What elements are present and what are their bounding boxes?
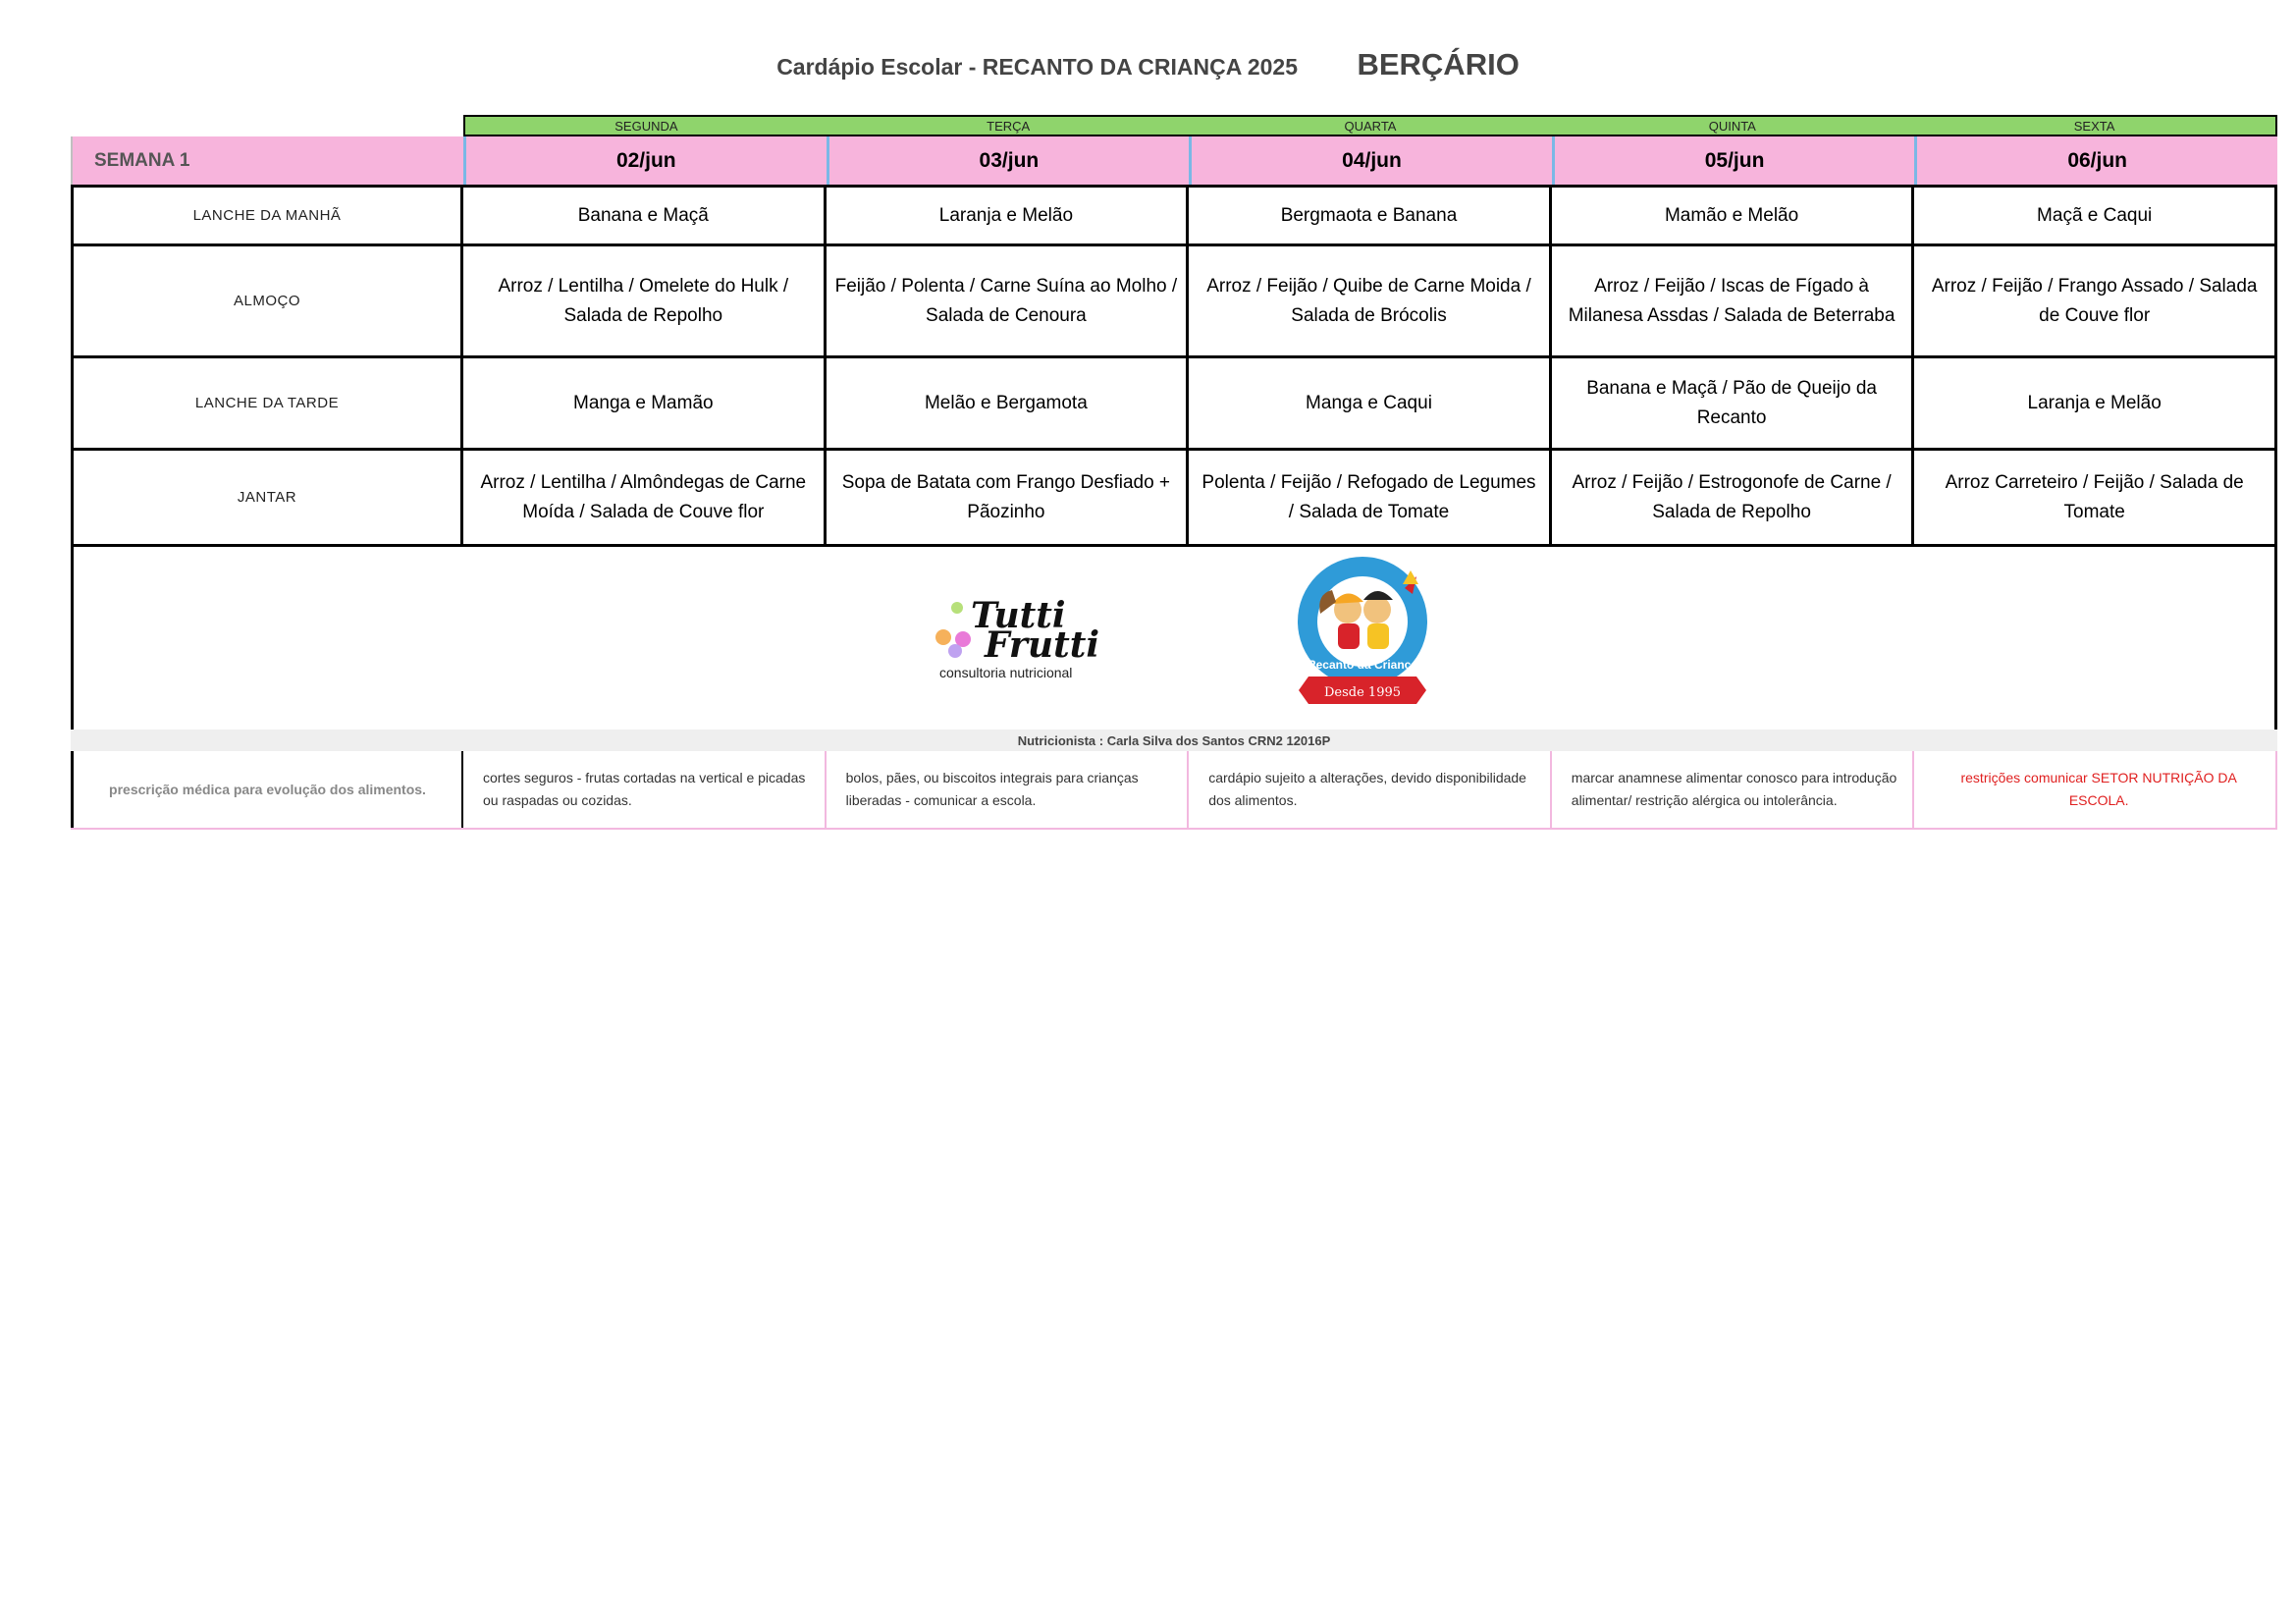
date-cell: 03/jun	[827, 136, 1190, 185]
date-cell: 04/jun	[1189, 136, 1552, 185]
note-item-restrictions	[1914, 751, 2277, 828]
weekday-label: SEXTA	[2073, 118, 2115, 134]
meal-item: Sopa de Batata com Frango Desfiado + Pãozinho	[827, 451, 1190, 544]
meal-row-almoco	[71, 246, 2277, 358]
note-item: marcar anamnese alimentar conosco para introdução alimentar/ restrição alérgica ou intolerância.	[1552, 751, 1915, 828]
meal-item: Manga e Mamão	[463, 358, 827, 448]
page-title: Cardápio Escolar - RECANTO DA CRIANÇA 2025	[776, 54, 1299, 80]
meal-item: Laranja e Melão	[827, 188, 1190, 244]
logos-area	[71, 547, 2277, 730]
meal-row-lanche-tarde	[71, 358, 2277, 451]
frutti-text: Frutti	[985, 624, 1099, 666]
meal-item: Laranja e Melão	[1914, 358, 2277, 448]
meal-name: LANCHE DA MANHÃ	[71, 188, 463, 244]
weekday-label: SEGUNDA	[614, 118, 678, 134]
week-label: SEMANA 1	[71, 136, 463, 185]
page-title-block	[0, 47, 2296, 82]
tutti-text: Tutti	[971, 595, 1066, 636]
menu-table	[71, 115, 2277, 830]
meal-row-lanche-manha	[71, 185, 2277, 246]
meal-item: Arroz Carreteiro / Feijão / Salada de Tomate	[1914, 451, 2277, 544]
weekday-header-row	[71, 115, 2277, 136]
note-item: bolos, pães, ou biscoitos integrais para crianças liberadas - comunicar a escola.	[827, 751, 1190, 828]
recanto-name: Recanto da Criança	[1307, 658, 1418, 672]
note-item: cardápio sujeito a alterações, devido disponibilidade dos alimentos.	[1189, 751, 1552, 828]
meal-item: Arroz / Feijão / Estrogonofe de Carne / Salada de Repolho	[1552, 451, 1915, 544]
meal-name: ALMOÇO	[71, 246, 463, 355]
meal-item: Arroz / Feijão / Iscas de Fígado à Milanesa Assdas / Salada de Beterraba	[1552, 246, 1915, 355]
tutti-frutti-logo	[930, 584, 1116, 682]
weekday-label: TERÇA	[987, 118, 1031, 134]
recanto-since: Desde 1995	[1323, 685, 1402, 700]
weekday-label: QUINTA	[1708, 118, 1756, 134]
meal-item: Arroz / Lentilha / Omelete do Hulk / Salada de Repolho	[463, 246, 827, 355]
meal-item: Banana e Maçã	[463, 188, 827, 244]
date-cell: 05/jun	[1552, 136, 1915, 185]
nutritionist-credit: Nutricionista : Carla Silva dos Santos CRN2 12016P	[71, 730, 2277, 751]
week-dates-row	[71, 136, 2277, 185]
meal-item: Arroz / Feijão / Frango Assado / Salada de Couve flor	[1914, 246, 2277, 355]
page-subtitle: BERÇÁRIO	[1357, 47, 1520, 81]
meal-item: Mamão e Melão	[1552, 188, 1915, 244]
meal-item: Arroz / Feijão / Quibe de Carne Moida / Salada de Brócolis	[1189, 246, 1552, 355]
restrictions-highlight: SETOR NUTRIÇÃO DA ESCOLA.	[2068, 770, 2237, 808]
meal-item: Bergmaota e Banana	[1189, 188, 1552, 244]
meal-item: Feijão / Polenta / Carne Suína ao Molho / Salada de Cenoura	[827, 246, 1190, 355]
note-item: cortes seguros - frutas cortadas na vertical e picadas ou raspadas ou cozidas.	[463, 751, 827, 828]
tutti-tagline: consultoria nutricional	[939, 665, 1073, 680]
meal-name: LANCHE DA TARDE	[71, 358, 463, 448]
meal-item: Maçã e Caqui	[1914, 188, 2277, 244]
restrictions-prefix: restrições comunicar	[1960, 770, 2092, 785]
meal-item: Melão e Bergamota	[827, 358, 1190, 448]
meal-item: Polenta / Feijão / Refogado de Legumes / Salada de Tomate	[1189, 451, 1552, 544]
meal-item: Arroz / Lentilha / Almôndegas de Carne Moída / Salada de Couve flor	[463, 451, 827, 544]
recanto-logo	[1289, 555, 1436, 722]
date-cell: 02/jun	[463, 136, 827, 185]
weekday-label: QUARTA	[1344, 118, 1397, 134]
meal-item: Manga e Caqui	[1189, 358, 1552, 448]
meal-name: JANTAR	[71, 451, 463, 544]
date-cell: 06/jun	[1914, 136, 2277, 185]
meal-item: Banana e Maçã / Pão de Queijo da Recanto	[1552, 358, 1915, 448]
meal-row-jantar	[71, 451, 2277, 547]
notes-row	[71, 751, 2277, 830]
notes-lead: prescrição médica para evolução dos alimentos.	[71, 751, 463, 828]
weekday-bar	[463, 115, 2277, 136]
